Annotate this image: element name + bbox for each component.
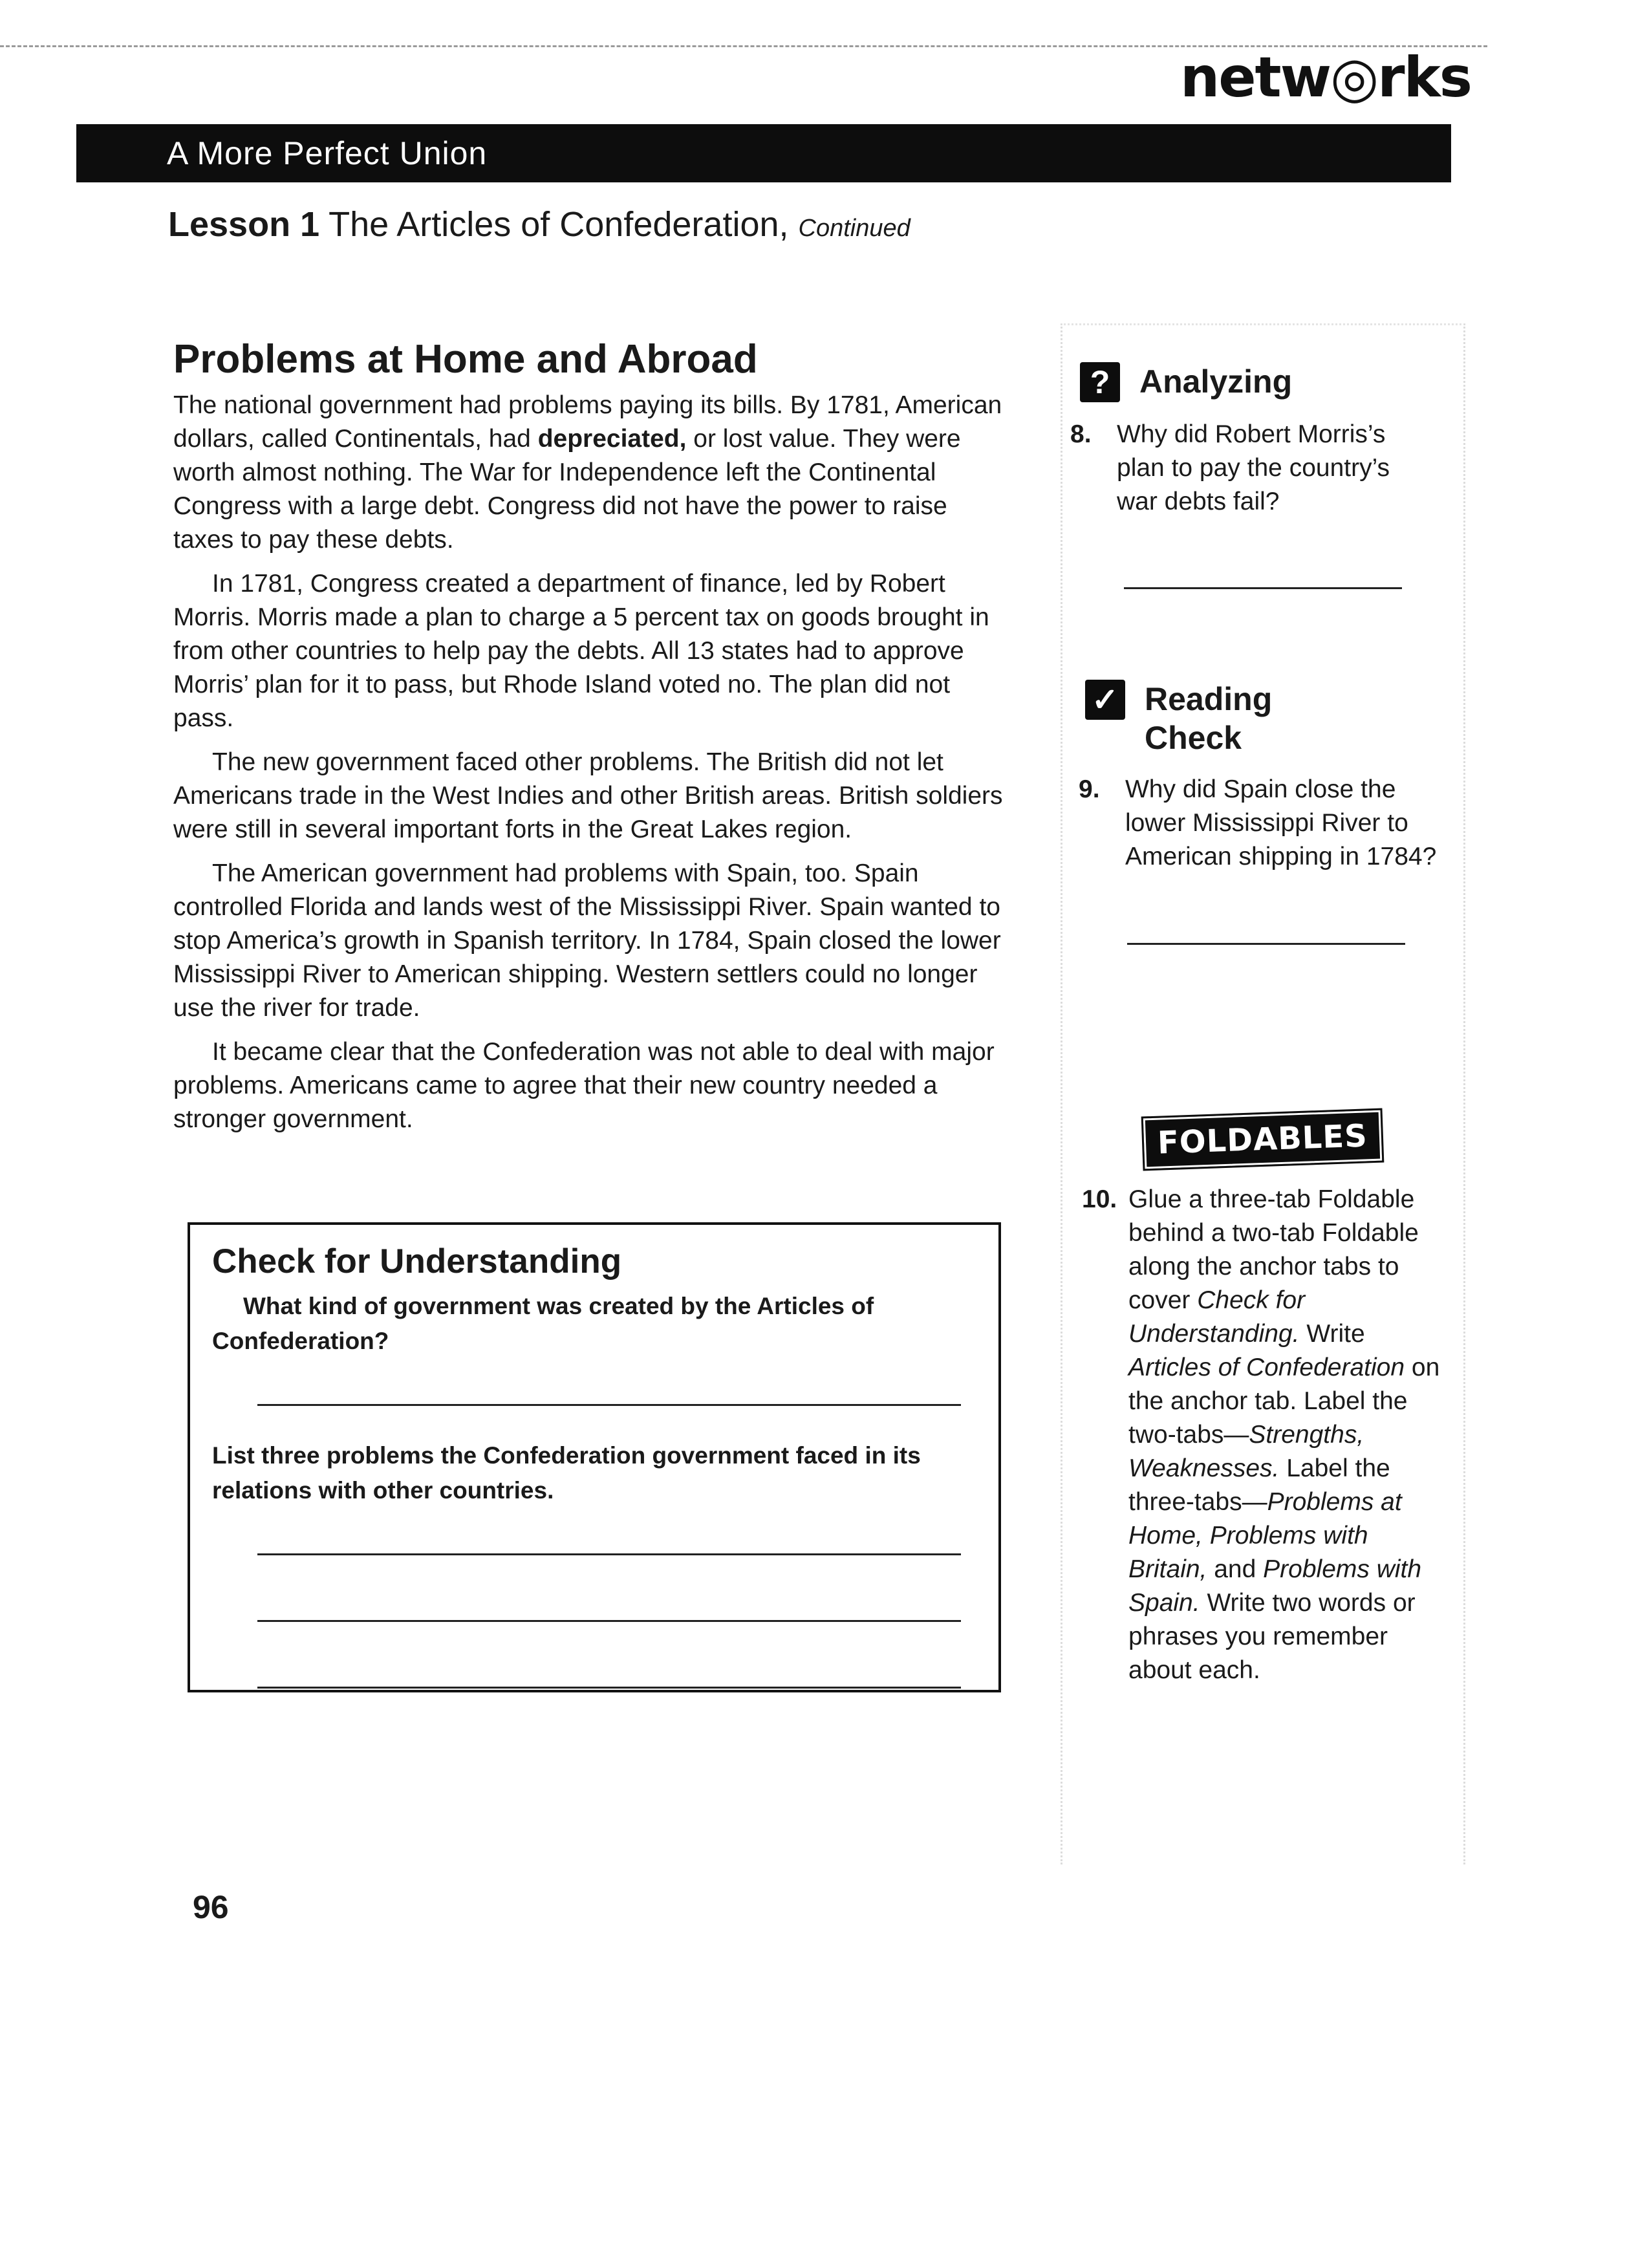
foldables-logo: FOLDABLES xyxy=(1143,1110,1382,1169)
answer-line-3[interactable] xyxy=(257,1555,961,1622)
lesson-name: The Articles of Confederation, xyxy=(329,205,789,244)
analyzing-header xyxy=(1080,362,1292,402)
question-9 xyxy=(1079,773,1441,874)
lesson-label: Lesson 1 xyxy=(168,205,320,244)
reading-check-title-line1: Reading xyxy=(1145,681,1273,717)
reading-check-title-line2: Check xyxy=(1145,720,1242,756)
activity-10-italic-2: Articles of Confederation xyxy=(1128,1354,1405,1381)
analyzing-title: Analyzing xyxy=(1139,363,1293,400)
activity-10-part-2: Write xyxy=(1306,1320,1365,1348)
activity-10-italic-1: Check for Understanding. xyxy=(1128,1286,1306,1348)
continued-label: Continued xyxy=(798,215,911,242)
reading-check-title xyxy=(1145,680,1272,757)
answer-line-4[interactable] xyxy=(257,1622,961,1689)
checkmark-icon: ✓ xyxy=(1085,680,1125,720)
activity-10-part-4: Label the three-tabs— xyxy=(1128,1454,1390,1516)
lesson-title xyxy=(168,204,911,244)
vocab-term: depreciated, xyxy=(537,425,687,453)
question-8-number: 8. xyxy=(1070,420,1092,448)
question-1: What kind of government was created by the Articles of Confederation? xyxy=(212,1293,874,1354)
check-title: Check for Understanding xyxy=(212,1242,622,1280)
activity-10-part-1: Glue a three-tab Foldable behind a two-tab Foldable along the anchor tabs to cover xyxy=(1128,1185,1419,1314)
main-reading xyxy=(173,336,1011,1147)
paragraph-5: It became clear that the Confederation was not able to deal with major problems. Americans came to agree that their new country needed a stronger government. xyxy=(173,1038,995,1133)
question-icon: ? xyxy=(1080,362,1120,402)
paragraph-2: In 1781, Congress created a department of finance, led by Robert Morris. Morris made a plan to charge a 5 percent tax on goods brought in from other countries to help pay the debts. All 13 states had to approve Morris’ plan for it to pass, but Rhode Island voted no. The plan did not pass. xyxy=(173,570,989,732)
activity-10-part-5: and xyxy=(1214,1555,1256,1583)
question-8-text: Why did Robert Morris’s plan to pay the country’s war debts fail? xyxy=(1117,420,1390,515)
check-for-understanding-box xyxy=(188,1222,1001,1692)
answer-line-9[interactable] xyxy=(1127,943,1405,945)
page-number: 96 xyxy=(193,1889,229,1925)
activity-10-part-3: on the anchor tab. Label the two-tabs— xyxy=(1128,1354,1440,1449)
activity-10-italic-5: Problems with Spain. xyxy=(1128,1555,1422,1617)
question-8 xyxy=(1070,418,1432,519)
activity-10-number: 10. xyxy=(1082,1185,1117,1213)
activity-10-part-6: Write two words or phrases you remember about each. xyxy=(1128,1589,1416,1684)
sidebar xyxy=(1061,323,1465,1864)
answer-line-8[interactable] xyxy=(1124,587,1402,589)
section-heading: Problems at Home and Abroad xyxy=(173,337,758,382)
unit-title: A More Perfect Union xyxy=(167,135,488,171)
paragraph-4: The American government had problems with Spain, too. Spain controlled Florida and lands west of the Mississippi River. Spain wanted to stop America’s growth in Spanish territory. In 1784, Spain closed the lower Mississippi River to American shipping. Western settlers could no longer use the river for trade. xyxy=(173,859,1001,1022)
paragraph-1-text-b: or lost value. They were worth almost nothing. The War for Independence left the Continental Congress with a large debt. Congress did not have the power to raise taxes to pay these debts. xyxy=(173,425,961,554)
answer-line-1[interactable] xyxy=(257,1359,961,1406)
reading-check-header xyxy=(1085,680,1272,757)
unit-banner xyxy=(76,124,1451,182)
question-2: List three problems the Confederation government faced in its relations with other countries. xyxy=(212,1442,921,1504)
paragraph-1-text-a: The national government had problems paying its bills. By 1781, American dollars, called Continentals, had xyxy=(173,391,1002,453)
networks-logo: netw◎rks xyxy=(1180,45,1471,110)
activity-10-italic-4: Problems at Home, Problems with Britain, xyxy=(1128,1488,1402,1583)
question-9-number: 9. xyxy=(1079,775,1100,803)
question-9-text: Why did Spain close the lower Mississippi River to American shipping in 1784? xyxy=(1125,775,1437,870)
activity-10 xyxy=(1082,1183,1444,1687)
answer-line-2[interactable] xyxy=(257,1508,961,1555)
activity-10-text xyxy=(1128,1183,1444,1687)
activity-10-italic-3: Strengths, Weaknesses. xyxy=(1128,1421,1364,1482)
paragraph-1 xyxy=(173,389,1011,557)
paragraph-3: The new government faced other problems. The British did not let Americans trade in the West Indies and other British areas. British soldiers were still in several important forts in the Great Lakes region. xyxy=(173,748,1003,843)
